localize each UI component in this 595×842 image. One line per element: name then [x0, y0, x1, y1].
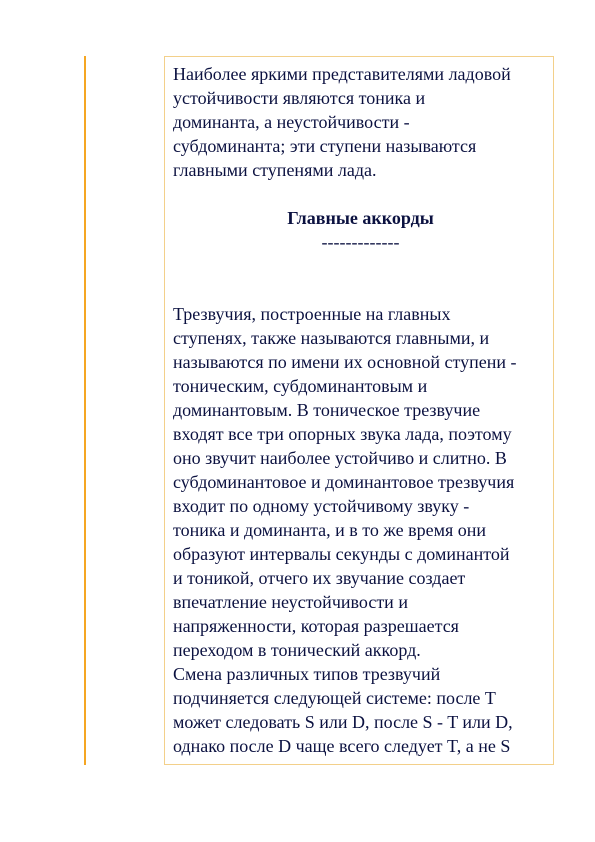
body-line: ступенях, также называются главными, и: [173, 328, 490, 348]
body-line: образуют интервалы секунды с доминантой: [173, 544, 510, 564]
body-line: может следовать S или D, после S - T или D,: [173, 712, 513, 732]
body-line: Трезвучия, построенные на главных: [173, 304, 451, 324]
body-line: напряженности, которая разрешается: [173, 616, 459, 636]
section-heading: Главные аккорды: [287, 208, 434, 228]
intro-line: субдоминанта; эти ступени называются: [173, 136, 477, 156]
intro-line: доминанта, а неустойчивости -: [173, 112, 410, 132]
body-line: тоника и доминанта, и в то же время они: [173, 520, 487, 540]
body-line: и тоникой, отчего их звучание создает: [173, 568, 466, 588]
intro-line: Наиболее яркими представителями ладовой: [173, 64, 511, 84]
intro-line: главными ступенями лада.: [173, 160, 377, 180]
body-line: входит по одному устойчивому звуку -: [173, 496, 470, 516]
body-line: тоническим, субдоминантовым и: [173, 376, 428, 396]
body-line: впечатление неустойчивости и: [173, 592, 408, 612]
body-paragraph: [173, 302, 548, 758]
body-line: переходом в тонический аккорд.: [173, 640, 421, 660]
body-line: входят все три опорных звука лада, поэтому: [173, 424, 512, 444]
intro-line: устойчивости являются тоника и: [173, 88, 426, 108]
spacer: [173, 254, 548, 278]
spacer: [173, 278, 548, 302]
body-line: субдоминантовое и доминантовое трезвучия: [173, 472, 515, 492]
body-line: называются по имени их основной ступени -: [173, 352, 517, 372]
intro-paragraph: [173, 62, 548, 182]
body-line: подчиняется следующей системе: после T: [173, 688, 496, 708]
page-text: [173, 62, 548, 758]
section-divider: -------------: [321, 232, 400, 252]
left-margin-rule: [84, 56, 86, 765]
body-line: оно звучит наиболее устойчиво и слитно. В: [173, 448, 507, 468]
spacer: [173, 182, 548, 206]
body-line: доминантовым. В тоническое трезвучие: [173, 400, 481, 420]
body-line: однако после D чаще всего следует T, а не S: [173, 736, 511, 756]
body-line: Смена различных типов трезвучий: [173, 664, 441, 684]
